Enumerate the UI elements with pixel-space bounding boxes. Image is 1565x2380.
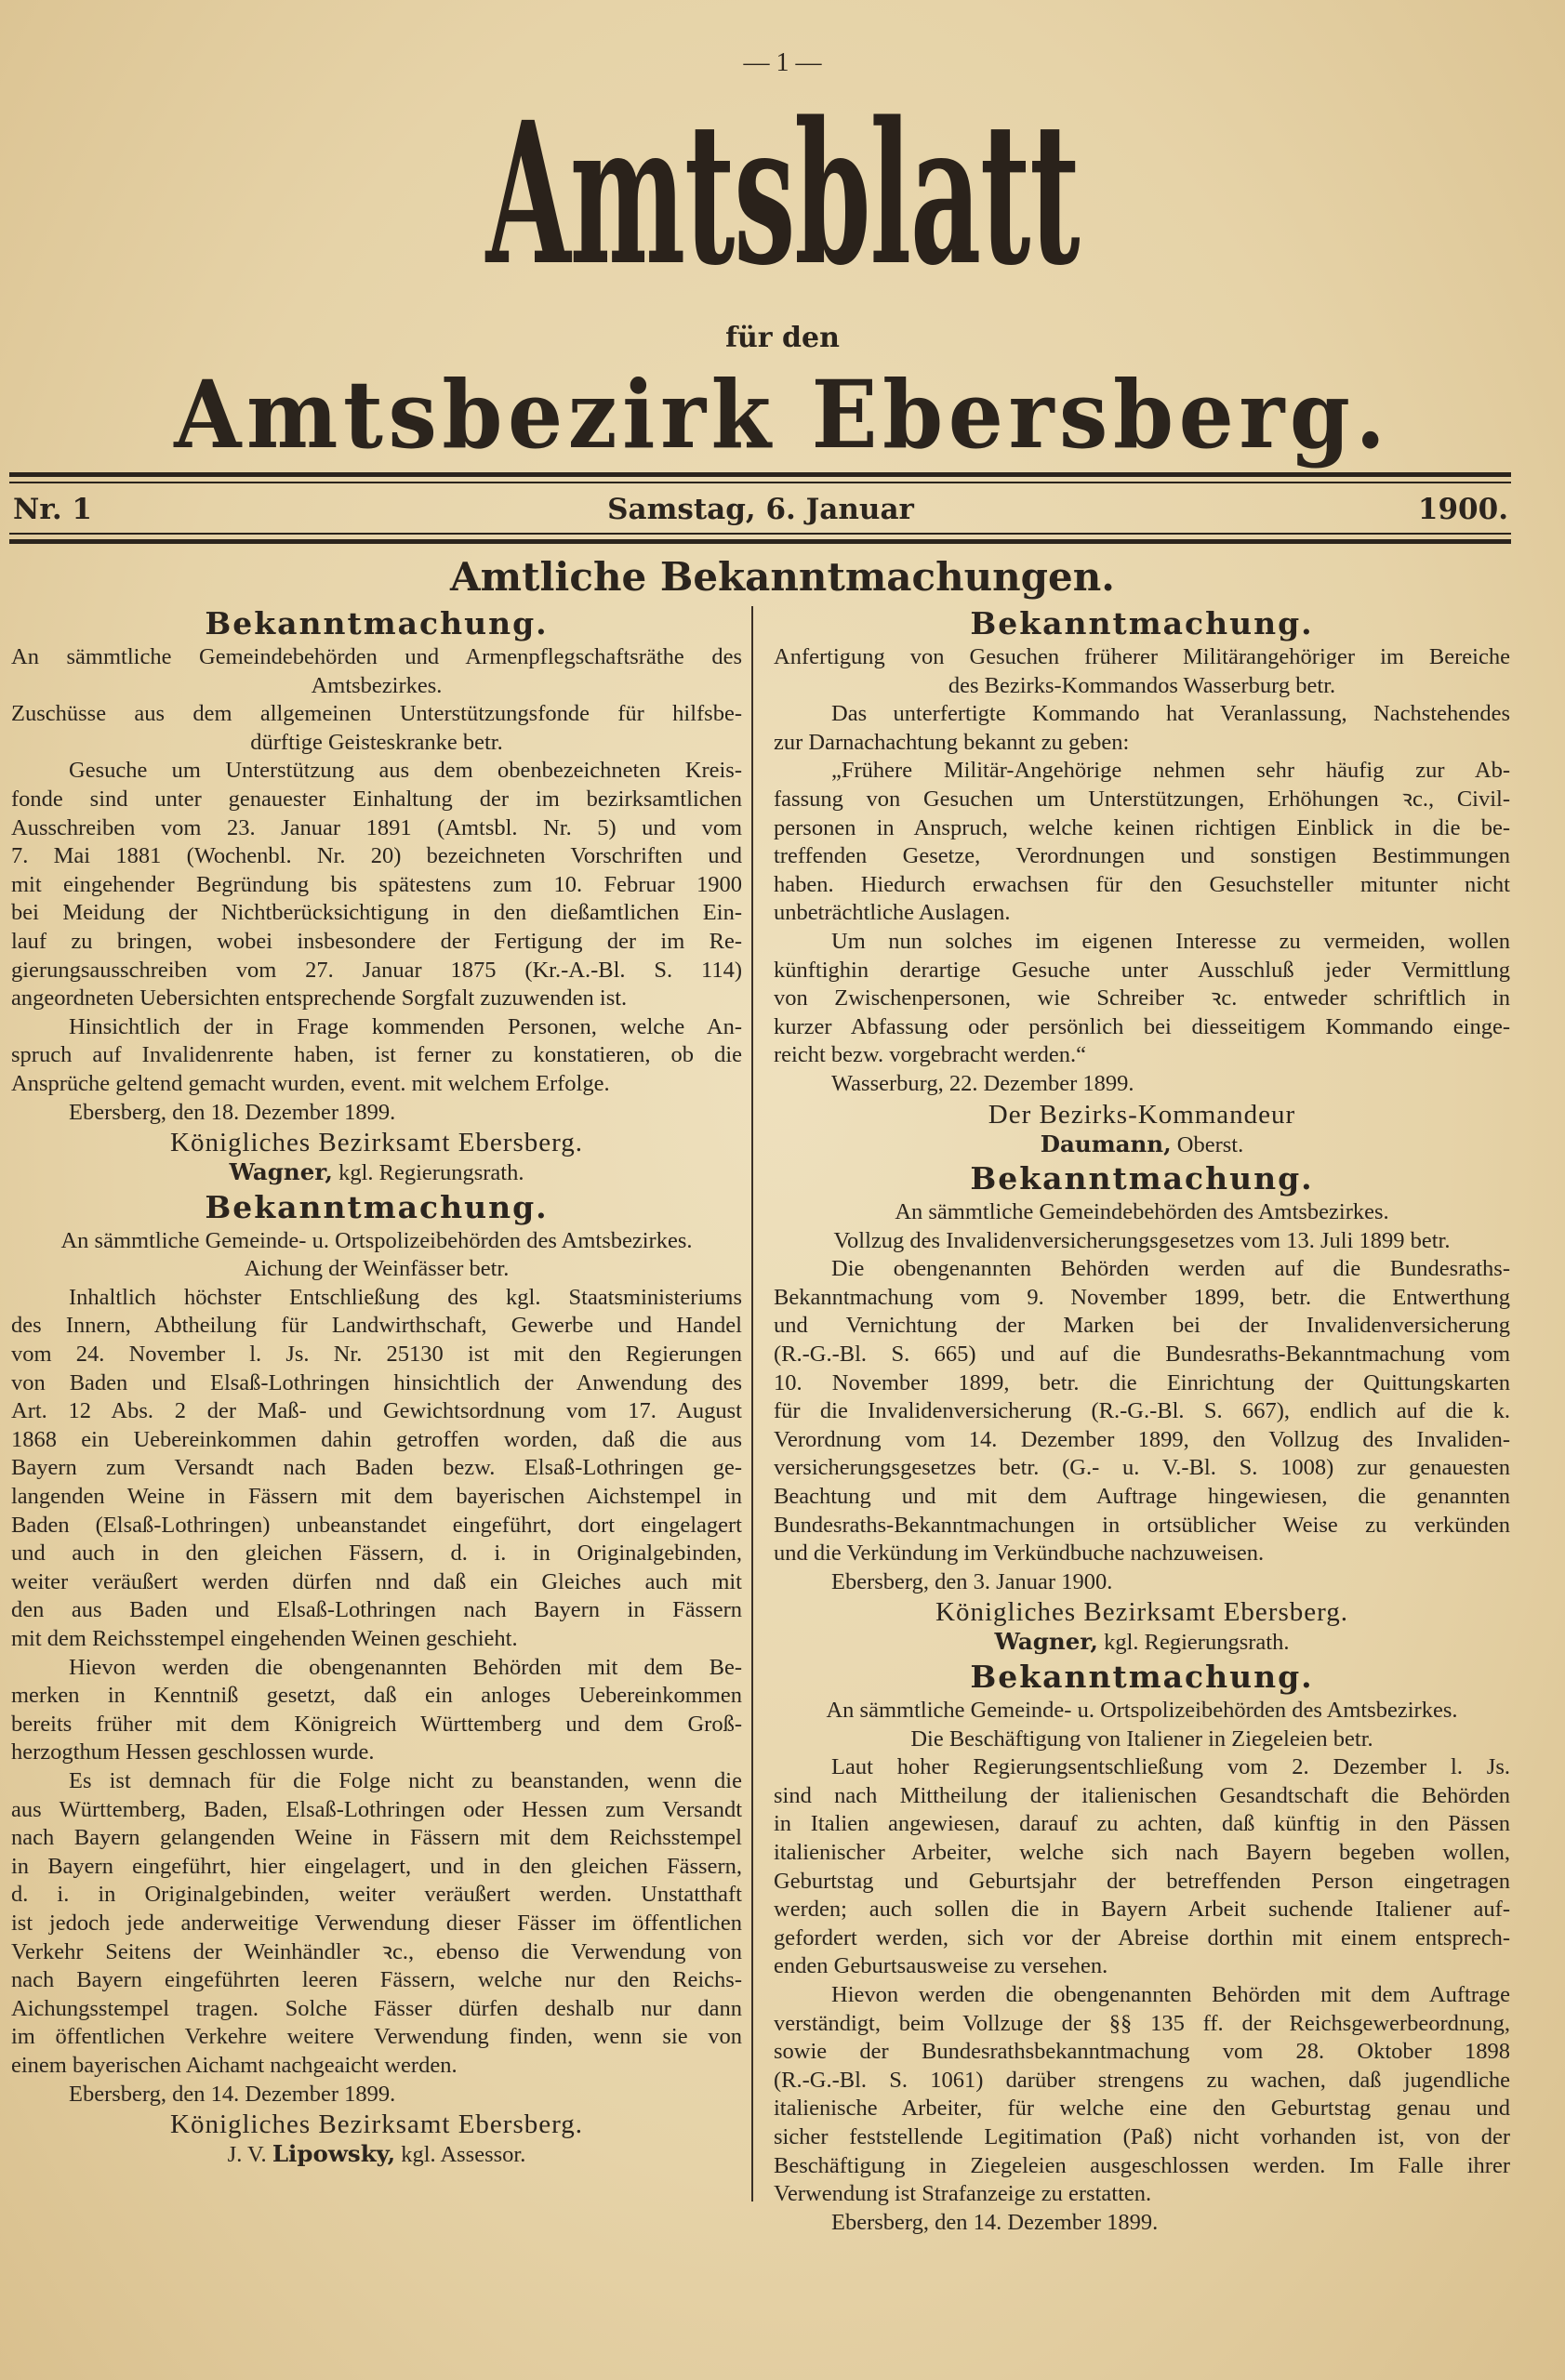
text-line: Aichungsstempel tragen. Solche Fässer dürfen deshalb nur dann — [11, 1995, 742, 2021]
text-line: Verordnung vom 14. Dezember 1899, den Vollzug des Invaliden- — [774, 1426, 1510, 1452]
notice-heading — [774, 604, 1510, 643]
text-line: sowie der Bundesrathsbekanntmachung vom 28. Oktober 1898 — [774, 2039, 1510, 2065]
text-line: Geburtstag und Geburtsjahr der betreffenden Person eingetragen — [774, 1868, 1510, 1894]
text-line: Es ist demnach für die Folge nicht zu beanstanden, wenn die — [69, 1767, 742, 1793]
text-line: verständigt, beim Vollzuge der §§ 135 ff. der Reichsgewerbeordnung, — [774, 2010, 1510, 2036]
signer-role: Oberst. — [1176, 1131, 1244, 1157]
text-line: und die Verkündung im Verkündbuche nachzuweisen. — [774, 1540, 1265, 1567]
text-line: gefordert werden, sich vor der Abreise dorthin mit einem entsprech- — [774, 1924, 1510, 1950]
text-line: lauf zu bringen, wobei insbesondere der Fertigung der im Re- — [11, 928, 742, 954]
text-line: gierungsausschreiben vom 27. Januar 1875 (Kr.-A.-Bl. S. 114) — [11, 957, 742, 983]
notice-addr — [774, 1697, 1510, 1726]
text-line: Bundesraths-Bekanntmachungen in ortsüblicher Weise zu verkünden — [774, 1512, 1510, 1538]
page-number: — 1 — — [743, 48, 822, 77]
text-line: Ebersberg, den 18. Dezember 1899. — [69, 1099, 396, 1125]
text-line: spruch auf Invalidenrente haben, ist ferner zu konstatieren, ob die — [11, 1042, 742, 1068]
text-line: von Baden und Elsaß-Lothringen hinsichtlich der Anwendung des — [11, 1369, 742, 1395]
notice-signer — [774, 1130, 1510, 1160]
masthead-title-text: Amtsblatt — [485, 79, 1080, 309]
text-line: weiter veräußert werden dürfen nnd daß ein Gleiches auch mit — [11, 1568, 742, 1594]
notice-para — [11, 1013, 742, 1099]
masthead-title — [0, 79, 1565, 309]
text-line: Die Beschäftigung von Italiener in Ziegeleien betr. — [910, 1726, 1373, 1752]
rule-divider — [9, 482, 1511, 483]
text-line: italienische Arbeiter, für welche eine den Geburtstag genau und — [774, 2096, 1510, 2122]
notice-para — [11, 757, 742, 1012]
text-line: aus Württemberg, Baden, Elsaß-Lothringen oder Hessen zum Versandt — [11, 1796, 742, 1822]
text-line: werden; auch sollen die in Bayern Arbeit suchende Italiener auf- — [774, 1897, 1510, 1923]
issue-number: Nr. 1 — [13, 493, 92, 526]
notice-heading — [11, 1188, 742, 1227]
text-line: Anfertigung von Gesuchen früherer Militärangehöriger im Bereiche — [774, 644, 1510, 669]
text-line: (R.-G.-Bl. S. 665) und auf die Bundesraths-Bekanntmachung vom — [774, 1342, 1510, 1368]
signer-line — [774, 1130, 1510, 1160]
text-line: Die obengenannten Behörden werden auf die Bundesraths- — [831, 1256, 1510, 1282]
text-line: Hievon werden die obengenannten Behörden mit dem Auftrage — [831, 1981, 1510, 2007]
text-line: Um nun solches im eigenen Interesse zu vermeiden, wollen — [831, 928, 1510, 954]
text-line: Bekanntmachung. — [970, 605, 1314, 641]
notice-para — [11, 1767, 742, 2081]
text-line: ist jedoch jede anderweitige Verwendung dieser Fässer im öffentlichen — [11, 1910, 742, 1936]
notice-para — [11, 1654, 742, 1767]
text-line: „Frühere Militär-Angehörige nehmen sehr häufig zur Ab- — [831, 758, 1510, 784]
signer-role: kgl. Assessor. — [401, 2142, 526, 2168]
text-line: nach Bayern gelangenden Weine in Fässern mit dem Reichsstempel — [11, 1825, 742, 1851]
text-line: merken in Kenntniß gesetzt, daß ein anloges Uebereinkommen — [11, 1683, 742, 1709]
text-line: haben. Hiedurch erwachsen für den Gesuchsteller mitunter nicht — [774, 871, 1510, 897]
text-line: herzogthum Hessen geschlossen wurde. — [11, 1739, 375, 1765]
notice-para — [11, 1284, 742, 1654]
text-line: Verkehr Seitens der Weinhändler ꝛc., ebenso die Verwendung von — [11, 1938, 742, 1964]
signer-name: Lipowsky, — [272, 2140, 396, 2168]
notice-para — [774, 1255, 1510, 1568]
text-line: Das unterfertigte Kommando hat Veranlassung, Nachstehendes — [831, 701, 1510, 727]
text-line: treffenden Gesetze, Verordnungen und sonstigen Bestimmungen — [774, 843, 1510, 869]
text-line: vom 24. November l. Js. Nr. 25130 ist mit den Regierungen — [11, 1342, 742, 1368]
text-line: Bekanntmachung. — [205, 605, 549, 641]
text-line: Gesuche um Unterstützung aus dem obenbezeichneten Kreis- — [69, 758, 742, 784]
text-line: Wasserburg, 22. Dezember 1899. — [831, 1070, 1134, 1096]
text-line: Ebersberg, den 14. Dezember 1899. — [831, 2209, 1159, 2235]
rule-divider — [9, 539, 1511, 544]
text-line: fassung von Gesuchen um Unterstützungen, Erhöhungen ꝛc., Civil- — [774, 786, 1510, 812]
text-line: bereits früher mit dem Königreich Württemberg und dem Groß- — [11, 1711, 742, 1737]
text-line: Ansprüche geltend gemacht wurden, event. mit welchem Erfolge. — [11, 1070, 610, 1096]
text-line: angeordneten Uebersichten entsprechende Sorgfalt zuzuwenden ist. — [11, 985, 628, 1012]
right-column — [774, 604, 1510, 2237]
text-line: Bekanntmachung vom 9. November 1899, betr. die Entwerthung — [774, 1284, 1510, 1310]
text-line: An sämmtliche Gemeindebehörden des Amtsbezirkes. — [895, 1199, 1389, 1225]
notice-date — [11, 1099, 742, 1128]
text-line: Baden (Elsaß-Lothringen) unbeanstandet eingeführt, dort eingelagert — [11, 1512, 742, 1538]
text-line: Zuschüsse aus dem allgemeinen Unterstützungsfonde für hilfsbe- — [11, 701, 742, 727]
notice-heading — [774, 1658, 1510, 1697]
column-divider — [751, 606, 753, 2202]
text-line: dürftige Geisteskranke betr. — [250, 729, 503, 755]
text-line: unbeträchtliche Auslagen. — [774, 900, 1011, 926]
notice-addr — [774, 1726, 1510, 1754]
text-line: 1868 ein Uebereinkommen dahin getroffen worden, daß die aus — [11, 1426, 742, 1452]
text-line: Ebersberg, den 14. Dezember 1899. — [69, 2081, 396, 2107]
text-line: An sämmtliche Gemeinde- u. Ortspolizeibehörden des Amtsbezirkes. — [60, 1227, 693, 1253]
text-line: den aus Baden und Elsaß-Lothringen nach Bayern in Fässern — [11, 1597, 742, 1623]
text-line: enden Geburtsausweise zu versehen. — [774, 1953, 1108, 1979]
notice-addr — [11, 700, 742, 757]
notice-para — [774, 928, 1510, 1070]
issue-year: 1900. — [1417, 493, 1508, 526]
text-line: Art. 12 Abs. 2 der Maß- und Gewichtsordnung vom 17. August — [11, 1398, 742, 1424]
notice-date — [774, 1568, 1510, 1597]
text-line: in Bayern eingeführt, hier eingelagert, und in den gleichen Fässern, — [11, 1853, 742, 1879]
text-line: italienischer Arbeiter, welche sich nach Bayern begeben wollen, — [774, 1839, 1510, 1865]
text-line: nach Bayern eingeführten leeren Fässern, welche nur den Reichs- — [11, 1967, 742, 1993]
notice-office — [774, 1596, 1510, 1628]
text-line: langenden Weine in Fässern mit dem bayerischen Aichstempel in — [11, 1484, 742, 1510]
text-line: versicherungsgesetzes betr. (G.- u. V.-Bl. S. 1008) zur genauesten — [774, 1455, 1510, 1481]
text-line: Amtsbezirkes. — [311, 672, 443, 698]
text-line: Ausschreiben vom 23. Januar 1891 (Amtsbl. Nr. 5) und vom — [11, 814, 742, 840]
text-line: Bekanntmachung. — [205, 1188, 549, 1225]
text-line: Königliches Bezirksamt Ebersberg. — [935, 1597, 1348, 1628]
notice-office — [11, 2109, 742, 2140]
text-line: Verwendung ist Strafanzeige zu erstatten. — [774, 2181, 1152, 2207]
notice-signer — [11, 2140, 742, 2170]
notice-signer — [11, 1158, 742, 1188]
notice-addr — [11, 1227, 742, 1256]
left-column — [11, 604, 742, 2170]
notice-date — [11, 2081, 742, 2109]
notice-addr — [11, 643, 742, 700]
text-line: des Bezirks-Kommandos Wasserburg betr. — [948, 672, 1336, 698]
text-line: einem bayerischen Aichamt nachgeaicht werden. — [11, 2052, 458, 2078]
notice-para — [774, 757, 1510, 928]
signer-line — [774, 1628, 1510, 1658]
text-line: Der Bezirks-Kommandeur — [988, 1099, 1296, 1130]
text-line: mit dem Reichsstempel eingehenden Weinen geschieht. — [11, 1626, 518, 1651]
text-line: Ebersberg, den 3. Januar 1900. — [831, 1568, 1113, 1594]
issue-line — [13, 491, 1508, 528]
signer-name: Daumann, — [1040, 1130, 1172, 1157]
text-line: im öffentlichen Verkehre weitere Verwendung finden, wenn sie von — [11, 2024, 742, 2050]
notice-addr — [774, 1198, 1510, 1227]
notice-para — [774, 700, 1510, 757]
rule-divider — [9, 472, 1511, 477]
notice-office — [11, 1127, 742, 1158]
text-line: An sämmtliche Gemeindebehörden und Armenpflegschaftsräthe des — [11, 644, 742, 669]
text-line: Bekanntmachung. — [970, 1160, 1314, 1197]
text-line: Hievon werden die obengenannten Behörden mit dem Be- — [69, 1654, 742, 1680]
masthead-district-text: Amtsbezirk Ebersberg. — [174, 360, 1391, 469]
text-line: und auch in den gleichen Fässern, d. i. in Originalgebinden, — [11, 1540, 742, 1567]
signer-name: Wagner, — [994, 1628, 1098, 1656]
text-line: Bekanntmachung. — [970, 1659, 1314, 1695]
text-line: Vollzug des Invalidenversicherungsgesetzes vom 13. Juli 1899 betr. — [833, 1227, 1451, 1253]
text-line: fonde sind unter genauester Einhaltung der im bezirksamtlichen — [11, 786, 742, 812]
notice-heading — [774, 1159, 1510, 1198]
notice-date — [774, 1070, 1510, 1099]
text-line: in Italien angewiesen, darauf zu achten, daß künftig in den Pässen — [774, 1811, 1510, 1837]
notice-date — [774, 2209, 1510, 2238]
notice-addr — [774, 643, 1510, 700]
text-line: des Innern, Abtheilung für Landwirthschaft, Gewerbe und Handel — [11, 1313, 742, 1339]
signer-role: kgl. Regierungsrath. — [338, 1160, 524, 1186]
text-line: Laut hoher Regierungsentschließung vom 2. Dezember l. Js. — [831, 1754, 1510, 1780]
text-line: mit eingehender Begründung bis spätestens zum 10. Februar 1900 — [11, 871, 742, 897]
text-line: Beschäftigung in Ziegeleien ausgeschlossen werden. Im Falle ihrer — [774, 2152, 1510, 2178]
signer-name: Wagner, — [229, 1158, 333, 1186]
text-line: Königliches Bezirksamt Ebersberg. — [170, 2109, 583, 2140]
section-title: Amtliche Bekanntmachungen. — [450, 554, 1115, 600]
text-line: von Zwischenpersonen, wie Schreiber ꝛc. entweder schriftlich in — [774, 985, 1510, 1012]
text-line: personen in Anspruch, welche keinen richtigen Einblick in die be- — [774, 814, 1510, 840]
text-line: bei Meidung der Nichtberücksichtigung in den dießamtlichen Ein- — [11, 900, 742, 926]
text-line: Inhaltlich höchster Entschließung des kgl. Staatsministeriums — [69, 1284, 742, 1310]
notice-para — [774, 1753, 1510, 1981]
issue-date: Samstag, 6. Januar — [607, 493, 914, 526]
text-line: Bayern zum Versandt nach Baden bezw. Elsaß-Lothringen ge- — [11, 1455, 742, 1481]
notice-addr — [11, 1255, 742, 1284]
text-line: sind nach Mittheilung der italienischen Gesandtschaft die Behörden — [774, 1782, 1510, 1808]
text-line: zur Darnachachtung bekannt zu geben: — [774, 729, 1130, 755]
notice-signer — [774, 1628, 1510, 1658]
text-line: 10. November 1899, betr. die Einrichtung der Quittungskarten — [774, 1369, 1510, 1395]
text-line: künftighin derartige Gesuche unter Ausschluß jeder Vermittlung — [774, 957, 1510, 983]
text-line: Hinsichtlich der in Frage kommenden Personen, welche An- — [69, 1013, 742, 1039]
notice-para — [774, 1981, 1510, 2209]
text-line: reicht bezw. vorgebracht werden.“ — [774, 1042, 1087, 1068]
text-line: d. i. in Originalgebinden, weiter veräußert werden. Unstatthaft — [11, 1882, 742, 1908]
rule-divider — [9, 533, 1511, 535]
signer-line — [11, 2140, 742, 2170]
text-line: für die Invalidenversicherung (R.-G.-Bl. S. 667), endlich auf die k. — [774, 1398, 1510, 1424]
signer-role: kgl. Regierungsrath. — [1104, 1630, 1290, 1656]
text-line: 7. Mai 1881 (Wochenbl. Nr. 20) bezeichneten Vorschriften und — [11, 843, 742, 869]
signer-prefix: J. V. — [227, 2142, 267, 2168]
notice-addr — [774, 1227, 1510, 1256]
notice-office — [774, 1099, 1510, 1130]
text-line: Königliches Bezirksamt Ebersberg. — [170, 1128, 583, 1158]
notice-heading — [11, 604, 742, 643]
masthead-for-the: für den — [725, 322, 840, 354]
text-line: (R.-G.-Bl. S. 1061) darüber strengens zu wachen, daß jugendliche — [774, 2067, 1510, 2093]
text-line: An sämmtliche Gemeinde- u. Ortspolizeibehörden des Amtsbezirkes. — [826, 1698, 1458, 1723]
signer-line — [11, 1158, 742, 1188]
text-line: und Vernichtung der Marken bei der Invalidenversicherung — [774, 1313, 1510, 1339]
text-line: kurzer Abfassung oder persönlich bei diesseitigem Kommando einge- — [774, 1013, 1510, 1039]
text-line: Beachtung und mit dem Auftrage hingewiesen, die genannten — [774, 1484, 1510, 1510]
text-line: Aichung der Weinfässer betr. — [244, 1256, 510, 1282]
text-line: sicher feststellende Legitimation (Paß) nicht vorhanden ist, von der — [774, 2123, 1510, 2149]
